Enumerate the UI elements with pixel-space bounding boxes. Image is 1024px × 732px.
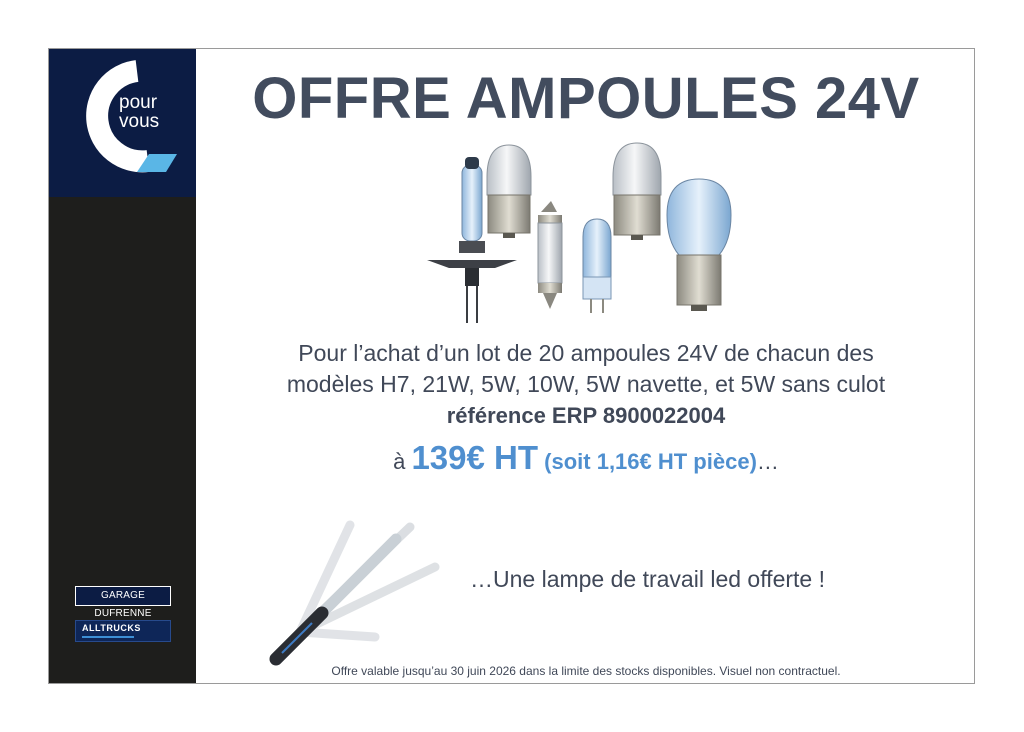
alltrucks-label: ALLTRUCKS: [82, 623, 141, 633]
legal-notice: Offre valable jusqu’au 30 juin 2026 dans la limite des stocks disponibles. Visuel non contractuel.: [331, 664, 841, 678]
sidebar: [49, 49, 196, 683]
bulb-21w-icon: [667, 179, 731, 311]
gift-text: …Une lampe de travail led offerte !: [470, 566, 825, 592]
navette-bulb-icon: [538, 201, 562, 309]
bulb-10w-left-icon: [487, 145, 531, 238]
page-title: OFFRE AMPOULES 24V: [252, 66, 920, 131]
alltrucks-underline: [82, 636, 134, 638]
price-amount: 139€ HT: [411, 439, 539, 476]
offer-description: [196, 338, 975, 400]
logo-text-line1: pour: [119, 92, 158, 113]
logo-text: [119, 93, 159, 131]
offer-description-line1: Pour l’achat d’un lot de 20 ampoules 24V de chacun des: [298, 340, 874, 366]
main-content: [196, 49, 975, 683]
bulbs-image: [427, 137, 733, 333]
erp-reference: référence ERP 8900022004: [446, 403, 726, 428]
bulb-10w-right-icon: [613, 143, 661, 240]
garage-badge: GARAGE DUFRENNE: [75, 586, 171, 606]
price-suffix: …: [756, 449, 779, 474]
brand-logo: [49, 49, 196, 197]
price-prefix: à: [393, 449, 412, 474]
work-lamp-image: [260, 517, 460, 667]
unit-price: (soit 1,16€ HT pièce): [544, 449, 757, 474]
alltrucks-badge: [75, 620, 171, 642]
logo-text-line2: vous: [119, 111, 160, 132]
offer-description-line2: modèles H7, 21W, 5W, 10W, 5W navette, et 5W sans culot: [286, 371, 886, 397]
w5w-bulb-icon: [583, 219, 611, 313]
promo-flyer: [48, 48, 975, 684]
price-line: [196, 439, 975, 481]
